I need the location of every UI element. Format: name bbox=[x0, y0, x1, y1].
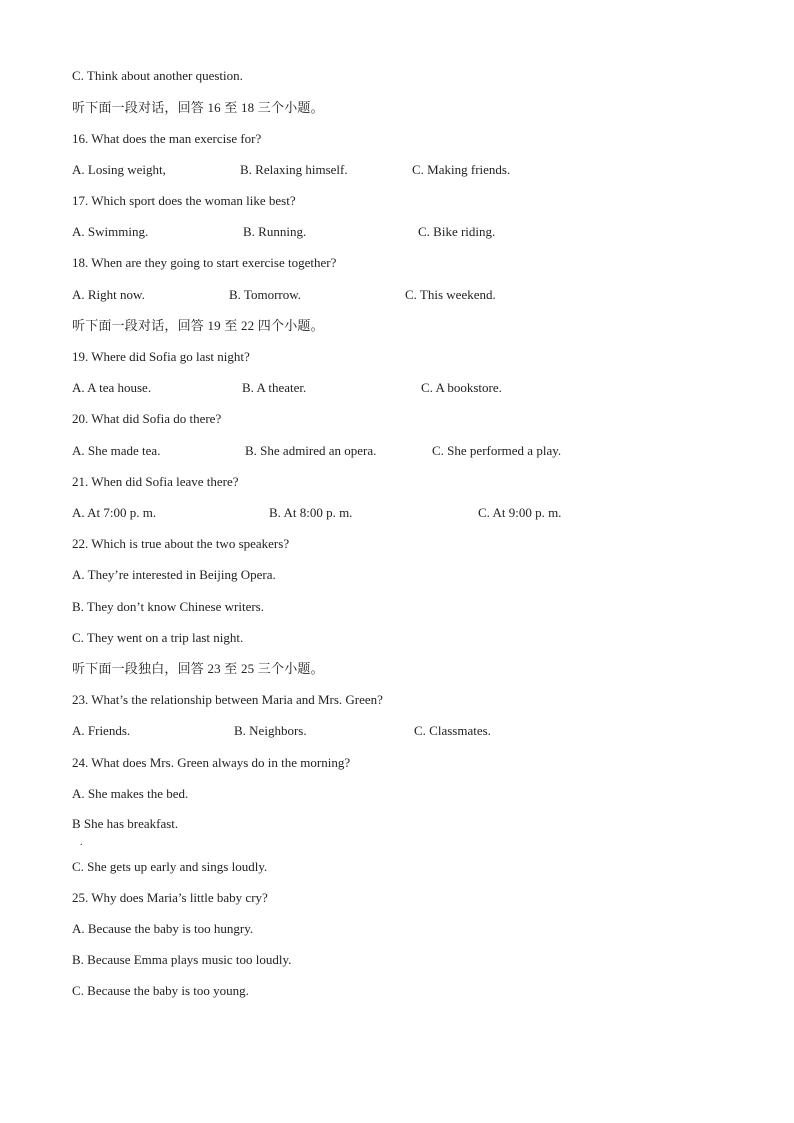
question-18: 18. When are they going to start exercise together? bbox=[72, 255, 337, 270]
question-19-option-c: C. A bookstore. bbox=[421, 380, 502, 395]
option-c-text: C. Think about another question. bbox=[72, 68, 243, 83]
question-25: 25. Why does Maria’s little baby cry? bbox=[72, 890, 268, 905]
question-17-option-b: B. Running. bbox=[243, 224, 307, 239]
question-24-option-b: B She has breakfast. bbox=[72, 816, 179, 831]
question-25-option-c: C. Because the baby is too young. bbox=[72, 983, 249, 998]
question-19: 19. Where did Sofia go last night? bbox=[72, 349, 250, 364]
question-23-option-c: C. Classmates. bbox=[414, 723, 491, 738]
question-17: 17. Which sport does the woman like best? bbox=[72, 193, 296, 208]
section-instruction: 听下面一段独白，回答 23 至 25 三个小题。 bbox=[72, 661, 324, 676]
question-21-option-c: C. At 9:00 p. m. bbox=[478, 505, 562, 520]
stray-mark: . bbox=[80, 837, 83, 848]
question-18-option-c: C. This weekend. bbox=[405, 287, 496, 302]
section-instruction: 听下面一段对话，回答 16 至 18 三个小题。 bbox=[72, 100, 324, 115]
question-20-option-b: B. She admired an opera. bbox=[245, 443, 377, 458]
question-20: 20. What did Sofia do there? bbox=[72, 411, 222, 426]
question-23-option-b: B. Neighbors. bbox=[234, 723, 307, 738]
question-18-option-a: A. Right now. bbox=[72, 287, 145, 302]
question-22: 22. Which is true about the two speakers? bbox=[72, 536, 290, 551]
question-24-option-c: C. She gets up early and sings loudly. bbox=[72, 859, 268, 874]
question-16-option-a: A. Losing weight, bbox=[72, 162, 166, 177]
question-21-option-b: B. At 8:00 p. m. bbox=[269, 505, 353, 520]
question-23-option-a: A. Friends. bbox=[72, 723, 131, 738]
question-24: 24. What does Mrs. Green always do in the morning? bbox=[72, 755, 351, 770]
question-16-option-b: B. Relaxing himself. bbox=[240, 162, 348, 177]
question-18-option-b: B. Tomorrow. bbox=[229, 287, 302, 302]
question-19-option-b: B. A theater. bbox=[242, 380, 307, 395]
question-16: 16. What does the man exercise for? bbox=[72, 131, 262, 146]
question-24-option-a: A. She makes the bed. bbox=[72, 786, 189, 801]
question-17-option-c: C. Bike riding. bbox=[418, 224, 496, 239]
question-17-option-a: A. Swimming. bbox=[72, 224, 149, 239]
question-21-option-a: A. At 7:00 p. m. bbox=[72, 505, 157, 520]
question-20-option-c: C. She performed a play. bbox=[432, 443, 562, 458]
question-25-option-a: A. Because the baby is too hungry. bbox=[72, 921, 254, 936]
question-16-option-c: C. Making friends. bbox=[412, 162, 511, 177]
section-instruction: 听下面一段对话，回答 19 至 22 四个小题。 bbox=[72, 318, 324, 333]
question-22-option-a: A. They’re interested in Beijing Opera. bbox=[72, 567, 276, 582]
question-19-option-a: A. A tea house. bbox=[72, 380, 152, 395]
question-22-option-b: B. They don’t know Chinese writers. bbox=[72, 599, 264, 614]
question-20-option-a: A. She made tea. bbox=[72, 443, 161, 458]
question-22-option-c: C. They went on a trip last night. bbox=[72, 630, 244, 645]
question-23: 23. What’s the relationship between Maria and Mrs. Green? bbox=[72, 692, 383, 707]
question-21: 21. When did Sofia leave there? bbox=[72, 474, 239, 489]
question-25-option-b: B. Because Emma plays music too loudly. bbox=[72, 952, 292, 967]
